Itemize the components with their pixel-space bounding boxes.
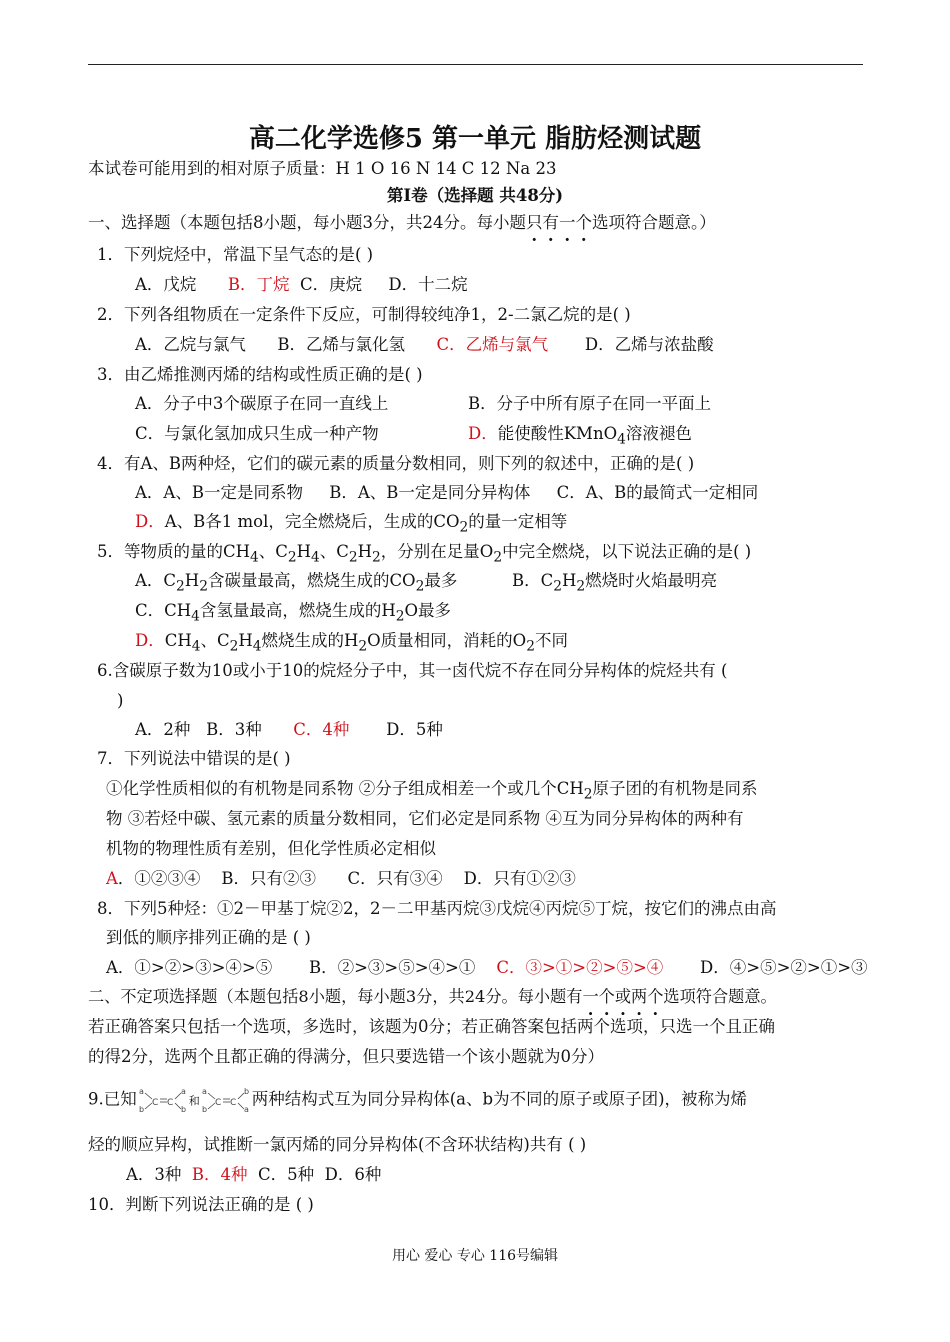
q5-stem <box>97 541 751 568</box>
subscript: 2 <box>415 578 425 595</box>
text: 二、不定项选择题（本题包括8小题，每小题3分，共24分。每小题有 <box>88 987 583 1006</box>
text: H <box>357 542 373 561</box>
subscript: 2 <box>176 578 185 595</box>
svg-text:a: a <box>180 1087 186 1096</box>
text: 含氢量最高，燃烧生成的H <box>199 601 396 620</box>
q4-option-d-text: A、B各1 mol，完全燃烧后，生成的CO <box>164 512 460 531</box>
text: O最多 <box>404 601 452 620</box>
part1-intro-text: 一、选择题（本题包括8小题，每小题3分，共24分。每小题 <box>88 213 526 232</box>
trans-structure-image <box>200 1085 252 1115</box>
text: CH <box>164 631 192 650</box>
q5-option-c <box>135 600 451 627</box>
q6-option-d: D．5种 <box>386 720 443 739</box>
svg-text:C: C <box>151 1098 159 1108</box>
q1-option-b-answer: B．丁烷 <box>227 275 290 294</box>
q7-option-a-answer-label: A <box>106 869 118 888</box>
text: 、C <box>200 631 230 650</box>
q6-options <box>135 719 443 741</box>
q9-options <box>126 1164 381 1186</box>
svg-text:b: b <box>243 1087 249 1096</box>
text: 和 <box>188 1094 200 1108</box>
part1-intro-text-end: 选项符合题意。） <box>592 213 716 232</box>
subscript: 2 <box>553 578 562 595</box>
q7-option-b: B．只有②③ <box>221 869 317 888</box>
q7-options <box>106 868 576 890</box>
section-1-header: 第Ⅰ卷（选择题 共48分) <box>386 186 564 205</box>
emphasis-char: 两 <box>631 987 648 1006</box>
part2-intro-line-3: 的得2分，选两个且都正确的得满分，但只要选错一个该小题就为0分） <box>88 1047 604 1066</box>
q2-options <box>135 334 714 356</box>
text: C．CH <box>135 601 192 620</box>
subscript: 4 <box>191 638 201 655</box>
q8-option-c-answer: C．③>①>②>⑤>④ <box>496 958 664 977</box>
text: 最多 <box>424 571 458 590</box>
q2-option-c-answer: C．乙烯与氯气 <box>436 335 549 354</box>
emphasis-char: 有 <box>542 213 559 232</box>
q3-option-c: C．与氯化氢加成只生成一种产物 <box>135 424 379 443</box>
text: 燃烧生成的H <box>261 631 359 650</box>
text: 、C <box>319 542 349 561</box>
text: O质量相同，消耗的O <box>367 631 527 650</box>
q3-option-d-answer-label: D． <box>468 424 498 443</box>
text: 含碳量最高，燃烧生成的CO <box>207 571 416 590</box>
q10-stem: 10．判断下列说法正确的是 ( ) <box>88 1195 314 1214</box>
text: H <box>562 571 577 590</box>
header-rule <box>88 64 863 65</box>
text: 中完全燃烧，以下说法正确的是( ) <box>502 542 752 561</box>
q3-option-d-text-end: 溶液褪色 <box>625 424 692 443</box>
svg-text:b: b <box>201 1105 207 1114</box>
q6-stem-end: ) <box>117 691 124 710</box>
q4-option-a: A．A、B一定是同系物 <box>135 483 303 502</box>
q1-option-a: A．戊烷 <box>135 275 197 294</box>
q4-option-d-answer-label: D． <box>135 512 165 531</box>
subscript: 2 <box>459 519 469 536</box>
emphasis-char: 一 <box>582 987 599 1006</box>
q1-option-c: C．庚烷 <box>300 275 363 294</box>
q3-option-d <box>468 423 692 450</box>
svg-text:a: a <box>138 1087 144 1096</box>
q9-option-a: A．3种 <box>126 1165 182 1184</box>
q5-option-a <box>135 570 457 597</box>
text: ，分别在足量O <box>380 542 494 561</box>
subscript: 4 <box>617 431 626 448</box>
svg-text:C: C <box>229 1098 237 1108</box>
svg-text:C: C <box>214 1098 222 1108</box>
subscript: 2 <box>576 578 586 595</box>
emphasis-char: 个 <box>647 987 664 1006</box>
q4-option-c: C．A、B的最简式一定相同 <box>556 483 759 502</box>
emphasis-char: 个 <box>575 213 592 232</box>
text: H <box>296 542 312 561</box>
subscript: 2 <box>395 608 405 625</box>
emphasis-char: 或 <box>614 987 632 1006</box>
q7-option-d: D．只有①②③ <box>463 869 576 888</box>
text: 9.已知 <box>88 1089 137 1109</box>
subscript: 2 <box>493 549 503 566</box>
part1-intro <box>88 212 716 234</box>
q5-option-d <box>135 630 568 657</box>
q2-option-d: D．乙烯与浓盐酸 <box>584 335 714 354</box>
q4-option-b: B．A、B一定是同分异构体 <box>329 483 531 502</box>
q3-option-b: B．分子中所有原子在同一平面上 <box>468 394 712 413</box>
q4-option-d-text-end: 的量一定相等 <box>468 512 568 531</box>
q9-option-d: D．6种 <box>324 1165 382 1184</box>
subscript: 2 <box>358 638 368 655</box>
text: 不同 <box>534 631 568 650</box>
text: 选项符合题意。 <box>663 987 777 1006</box>
q7-statement-line-2: 物 ③若烃中碳、氢元素的质量分数相同，它们必定是同系物 ④互为同分异构体的两种有 <box>106 809 744 828</box>
text: A．C <box>135 571 177 590</box>
q9-stem-line-2: 烃的顺应异构，试推断一氯丙烯的同分异构体(不含环状结构)共有 ( ) <box>88 1135 587 1154</box>
q7-option-c: C．只有③④ <box>347 869 443 888</box>
q7-option-a: ．①②③④ <box>117 869 201 888</box>
q9-stem <box>88 1085 747 1115</box>
svg-text:a: a <box>243 1105 249 1114</box>
q8-stem: 8．下列5种烃：①2－甲基丁烷②2，2－二甲基丙烷③戊烷④丙烷⑤丁烷，按它们的沸点由高 <box>97 899 777 918</box>
emphasis-char: 一 <box>559 213 576 232</box>
subscript: 2 <box>287 549 297 566</box>
q9-option-b-answer: B．4种 <box>191 1165 248 1184</box>
q7-statement-line-3: 机物的物理性质有差别，但化学性质必定相似 <box>106 839 436 858</box>
subscript: 2 <box>372 549 381 566</box>
q2-option-a: A．乙烷与氯气 <box>135 335 246 354</box>
subscript: 4 <box>311 549 320 566</box>
emphasis-char: 只 <box>526 213 543 232</box>
q2-stem: 2．下列各组物质在一定条件下反应，可制得较纯净1，2-二氯乙烷的是( ) <box>97 305 631 324</box>
text: 原子团的有机物是同系 <box>592 779 758 798</box>
q1-stem: 1．下列烷烃中，常温下呈气态的是( ) <box>97 245 374 264</box>
q9-option-c: C．5种 <box>258 1165 315 1184</box>
q8-option-b: B．②>③>⑤>④>① <box>308 958 476 977</box>
text: H <box>238 631 253 650</box>
emphasis-char: 个 <box>598 987 615 1006</box>
text: 两种结构式互为同分异构体(a、b为不同的原子或原子团)，被称为烯 <box>251 1089 748 1109</box>
q8-option-a: A．①>②>③>④>⑤ <box>106 958 273 977</box>
q1-option-d: D．十二烷 <box>388 275 468 294</box>
q8-options <box>106 957 868 979</box>
q4-option-d <box>135 511 567 538</box>
q2-option-b: B．乙烯与氯化氢 <box>277 335 406 354</box>
subscript: 4 <box>191 608 200 625</box>
q3-option-d-text: 能使酸性KMnO <box>497 424 618 443</box>
subscript: 2 <box>526 638 535 655</box>
part2-intro-line-2: 若正确答案只包括一个选项，多选时，该题为0分；若正确答案包括两个选项，只选一个且正确 <box>88 1017 775 1036</box>
q3-stem: 3．由乙烯推测丙烯的结构或性质正确的是( ) <box>97 365 423 384</box>
text: H <box>184 571 200 590</box>
q8-option-d: D．④>⑤>②>①>③ <box>700 958 868 977</box>
q4-stem: 4．有A、B两种烃，它们的碳元素的质量分数相同，则下列的叙述中，正确的是( ) <box>97 454 695 473</box>
q4-options <box>135 482 758 504</box>
subscript: 2 <box>348 549 358 566</box>
svg-text:b: b <box>180 1105 186 1114</box>
text: 燃烧时火焰最明亮 <box>585 571 718 590</box>
subscript: 4 <box>250 549 259 566</box>
cis-structure-image <box>137 1085 189 1115</box>
q6-option-b: B．3种 <box>206 720 262 739</box>
q7-stem: 7．下列说法中错误的是( ) <box>97 749 291 768</box>
text: 5．等物质的量的CH <box>97 542 251 561</box>
q6-option-a: A．2种 <box>135 720 191 739</box>
q3-option-a: A．分子中3个碳原子在同一直线上 <box>135 394 389 413</box>
svg-text:b: b <box>138 1105 144 1114</box>
text: 、C <box>258 542 288 561</box>
atomic-masses-note: 本试卷可能用到的相对原子质量：H 1 O 16 N 14 C 12 Na 23 <box>88 159 557 178</box>
q6-option-c-answer: C．4种 <box>293 720 350 739</box>
subscript: 2 <box>583 786 593 803</box>
subscript: 2 <box>199 578 208 595</box>
page-title: 高二化学选修5 第一单元 脂肪烃测试题 <box>248 124 702 154</box>
q5-option-b <box>512 570 717 597</box>
svg-text:a: a <box>201 1087 207 1096</box>
q6-stem: 6.含碳原子数为10或小于10的烷烃分子中，其一卤代烷不存在同分异构体的烷烃共有 ( <box>97 661 728 680</box>
part2-intro-line-1 <box>88 986 777 1008</box>
q5-option-d-answer-label: D． <box>135 631 165 650</box>
subscript: 4 <box>252 638 262 655</box>
page-footer: 用心 爱心 专心 116号编辑 <box>391 1248 559 1264</box>
q1-options <box>135 274 468 296</box>
q7-statement-line-1 <box>106 778 758 805</box>
text: ①化学性质相似的有机物是同系物 ②分子组成相差一个或几个CH <box>106 779 584 798</box>
svg-text:C: C <box>166 1098 174 1108</box>
q8-stem-end: 到低的顺序排列正确的是 ( ) <box>106 928 311 947</box>
subscript: 2 <box>229 638 239 655</box>
text: B．C <box>512 571 554 590</box>
